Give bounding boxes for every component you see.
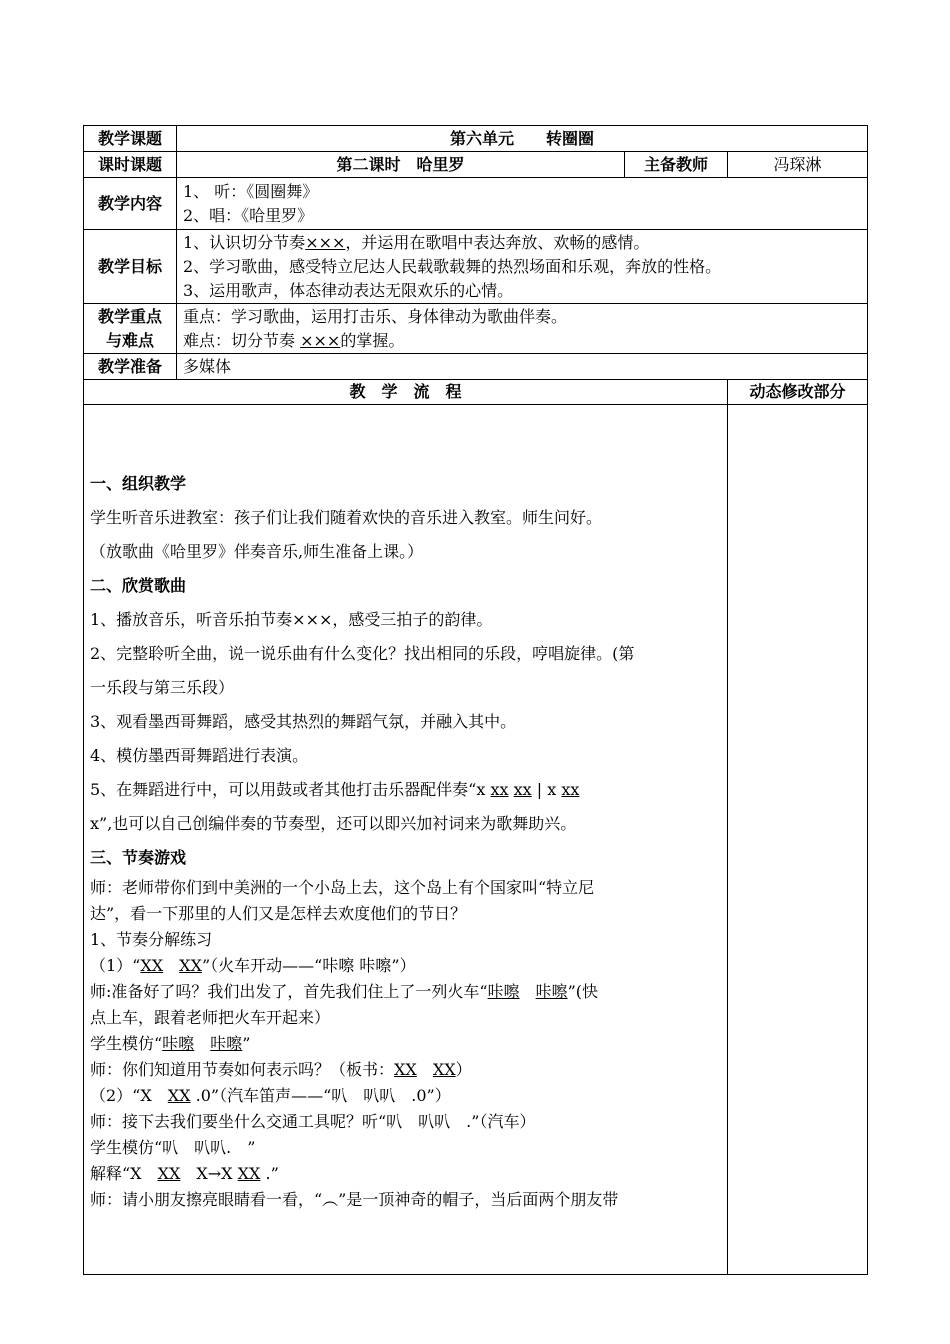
teacher-name: 冯琛淋 xyxy=(728,152,868,178)
text: （2）“X xyxy=(90,1085,168,1105)
lesson-label: 课时课题 xyxy=(84,152,177,178)
rhythm-xx: xx xyxy=(561,779,580,799)
rhythm-xx: XX xyxy=(432,1059,456,1079)
rhythm-bar: | x xyxy=(531,779,562,799)
goal-line-3: 3、运用歌声，体态律动表达无限欢乐的心情。 xyxy=(183,280,514,300)
keypoints-cell xyxy=(177,304,868,354)
content-line-2: 2、唱：《哈里罗》 xyxy=(183,205,314,225)
flow-line: 4、模仿墨西哥舞蹈进行表演。 xyxy=(90,745,309,765)
text: X→X xyxy=(180,1163,238,1183)
section-3-heading: 三、节奏游戏 xyxy=(90,847,187,867)
flow-line: 学生听音乐进教室：孩子们让我们随着欢快的音乐进入教室。师生问好。 xyxy=(90,507,603,527)
goal-1-rest: ，并运用在歌唱中表达奔放、欢畅的感情。 xyxy=(345,232,650,252)
text: 师:准备好了吗？我们出发了，首先我们住上了一列火车“ xyxy=(90,981,488,1001)
goal-1-rhythm: ××× xyxy=(305,232,346,252)
dynamic-notes-cell xyxy=(728,405,868,1275)
rhythm-xx: XX xyxy=(140,955,164,975)
keypoints-label xyxy=(84,304,177,354)
kacha: 咔嚓 xyxy=(535,981,568,1001)
flow-line: （放歌曲《哈里罗》伴奏音乐,师生准备上课。） xyxy=(90,541,424,561)
content-cell xyxy=(177,178,868,230)
difficult-rhythm: ××× xyxy=(300,330,341,350)
rhythm-xx: xx xyxy=(513,779,532,799)
rhythm-xx: XX xyxy=(394,1059,417,1079)
goals-cell xyxy=(177,230,868,304)
flow-line xyxy=(90,1161,721,1187)
flow-line: 1、播放音乐，听音乐拍节奏×××，感受三拍子的韵律。 xyxy=(90,609,493,629)
difficult-post: 的掌握。 xyxy=(340,330,405,350)
text: ） xyxy=(455,1059,472,1079)
rhythm-xx: XX xyxy=(157,1163,181,1183)
flow-line xyxy=(90,1083,721,1109)
text: 解释“X xyxy=(90,1163,158,1183)
rhythm-xx: XX xyxy=(179,955,202,975)
content-line-1: 1、 听：《圆圈舞》 xyxy=(183,181,319,201)
key-point-line: 重点：学习歌曲，运用打击乐、身体律动为歌曲伴奏。 xyxy=(183,306,568,326)
difficult-pre: 难点：切分节奏 xyxy=(183,330,301,350)
rhythm-pre: 5、在舞蹈进行中，可以用鼓或者其他打击乐器配伴奏“x xyxy=(90,779,491,799)
kacha: 咔嚓 xyxy=(487,981,520,1001)
flow-side-title: 动态修改部分 xyxy=(728,380,868,405)
flow-line xyxy=(90,773,721,807)
flow-line xyxy=(90,953,721,979)
flow-line: 师：老师带你们到中美洲的一个小岛上去，这个岛上有个国家叫“特立尼 xyxy=(90,877,595,897)
kacha: 咔嚓 xyxy=(210,1033,243,1053)
section-1-heading: 一、组织教学 xyxy=(90,473,187,493)
flow-line xyxy=(90,1057,721,1083)
flow-content xyxy=(84,405,728,1275)
kacha: 咔嚓 xyxy=(162,1033,195,1053)
flow-title: 教 学 流 程 xyxy=(84,380,728,405)
flow-line: 达”，看一下那里的人们又是怎样去欢度他们的节日？ xyxy=(90,903,467,923)
teacher-label: 主备教师 xyxy=(625,152,728,178)
flow-line: 1、节奏分解练习 xyxy=(90,929,213,949)
flow-line: 2、完整聆听全曲，说一说乐曲有什么变化？找出相同的乐段，哼唱旋律。(第 xyxy=(90,643,635,663)
flow-line xyxy=(90,979,721,1005)
rhythm-xx: xx xyxy=(490,779,509,799)
flow-line: 师：请小朋友擦亮眼睛看一看，“︵”是一顶神奇的帽子，当后面两个朋友带 xyxy=(90,1189,619,1209)
text: 师：你们知道用节奏如何表示吗？（板书： xyxy=(90,1059,395,1079)
flow-line: 点上车，跟着老师把火车开起来） xyxy=(90,1007,331,1027)
goals-label: 教学目标 xyxy=(84,230,177,304)
text: .” xyxy=(260,1163,279,1183)
course-title: 第六单元 转圈圈 xyxy=(177,126,868,152)
difficult-point-line xyxy=(183,329,861,353)
section-2-heading: 二、欣赏歌曲 xyxy=(90,575,187,595)
course-label: 教学课题 xyxy=(84,126,177,152)
text: （1）“ xyxy=(90,955,141,975)
prep-value: 多媒体 xyxy=(177,354,868,380)
flow-line: 学生模仿“叭 叭叭. ” xyxy=(90,1137,256,1157)
keypoints-label-2: 与难点 xyxy=(105,330,154,350)
rhythm-xx: XX xyxy=(237,1163,261,1183)
flow-line: 一乐段与第三乐段） xyxy=(90,677,235,697)
lesson-title: 第二课时 哈里罗 xyxy=(177,152,625,178)
flow-line: 3、观看墨西哥舞蹈，感受其热烈的舞蹈气氛，并融入其中。 xyxy=(90,711,517,731)
lesson-plan-table xyxy=(83,125,868,1275)
content-label: 教学内容 xyxy=(84,178,177,230)
text: 学生模仿“ xyxy=(90,1033,163,1053)
goal-line-2: 2、学习歌曲，感受特立尼达人民载歌载舞的热烈场面和乐观，奔放的性格。 xyxy=(183,256,722,276)
text: ”（火车开动——“咔嚓 咔嚓”） xyxy=(201,955,416,975)
text: .0”（汽车笛声——“叭 叭叭 .0”） xyxy=(190,1085,451,1105)
flow-line: x”,也可以自己创编伴奏的节奏型，还可以即兴加衬词来为歌舞助兴。 xyxy=(90,813,577,833)
prep-label: 教学准备 xyxy=(84,354,177,380)
rhythm-xx: XX xyxy=(167,1085,191,1105)
goal-line-1 xyxy=(183,231,861,255)
text: ” xyxy=(242,1033,251,1053)
keypoints-label-1: 教学重点 xyxy=(97,306,162,326)
text: ”(快 xyxy=(567,981,599,1001)
flow-line xyxy=(90,1031,721,1057)
flow-line: 师：接下去我们要坐什么交通工具呢？听“叭 叭叭 .”（汽车） xyxy=(90,1111,536,1131)
goal-1-text: 1、认识切分节奏 xyxy=(183,232,306,252)
